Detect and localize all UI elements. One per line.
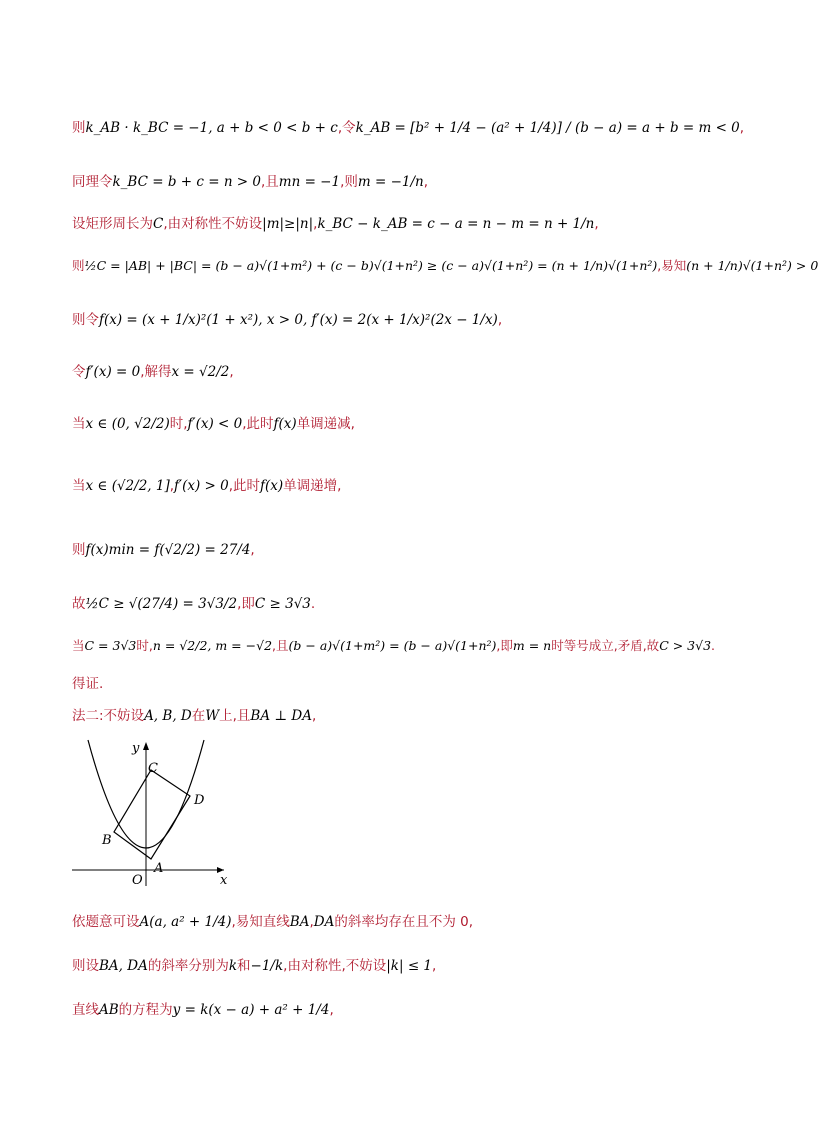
line-9: 则f(x)min = f(√2/2) = 27/4, xyxy=(72,542,255,558)
line-14: 依题意可设A(a, a² + 1/4),易知直线BA,DA的斜率均存在且不为 0, xyxy=(72,914,474,930)
parabola-rectangle-figure xyxy=(66,738,236,888)
line-16: 直线AB的方程为y = k(x − a) + a² + 1/4, xyxy=(72,1002,334,1018)
origin-label: O xyxy=(132,873,143,888)
line-5: 则令f(x) = (x + 1/x)²(1 + x²), x > 0, f′(x) = 2(x + 1/x)²(2x − 1/x), xyxy=(72,312,503,328)
line-15: 则设BA, DA的斜率分别为k和−1/k,由对称性,不妨设|k| ≤ 1, xyxy=(72,958,437,974)
figure-svg xyxy=(66,738,236,888)
line-11: 当C = 3√3时,n = √2/2, m = −√2,且(b − a)√(1+m²) = (b − a)√(1+n²),即m = n时等号成立,矛盾,故C > 3√3. xyxy=(72,638,716,653)
point-b-label: B xyxy=(102,833,112,848)
line-6: 令f′(x) = 0,解得x = √2/2, xyxy=(72,364,234,380)
line-7: 当x ∈ (0, √2/2)时,f′(x) < 0,此时f(x)单调递减, xyxy=(72,416,355,432)
point-d-label: D xyxy=(194,793,205,808)
line-2: 同理令k_BC = b + c = n > 0,且mn = −1,则m = −1/n, xyxy=(72,174,429,190)
line-13: 法二:不妨设A, B, D在W上,且BA ⊥ DA, xyxy=(72,708,317,724)
line-3: 设矩形周长为C,由对称性不妨设|m|≥|n|,k_BC − k_AB = c − a = n − m = n + 1/n, xyxy=(72,216,599,232)
point-c-label: C xyxy=(148,761,158,776)
line-8: 当x ∈ (√2/2, 1],f′(x) > 0,此时f(x)单调递增, xyxy=(72,478,342,494)
line-10: 故½C ≥ √(27/4) = 3√3/2,即C ≥ 3√3. xyxy=(72,596,316,612)
y-axis-label: y xyxy=(132,741,140,756)
line-1: 则k_AB · k_BC = −1, a + b < 0 < b + c,令k_AB = [b² + 1/4 − (a² + 1/4)] / (b − a) = a + b = m < 0, xyxy=(72,120,745,136)
y-axis-arrow-icon xyxy=(143,742,149,750)
x-axis-label: x xyxy=(220,873,228,888)
line-12: 得证. xyxy=(72,676,104,692)
rectangle-abcd xyxy=(114,770,190,859)
line-4: 则½C = |AB| + |BC| = (b − a)√(1+m²) + (c − b)√(1+n²) ≥ (c − a)√(1+n²) = (n + 1/n)√(1+n²),易知(n + 1/n)√(1+n²) > 0 xyxy=(72,258,818,273)
point-a-label: A xyxy=(154,861,164,876)
